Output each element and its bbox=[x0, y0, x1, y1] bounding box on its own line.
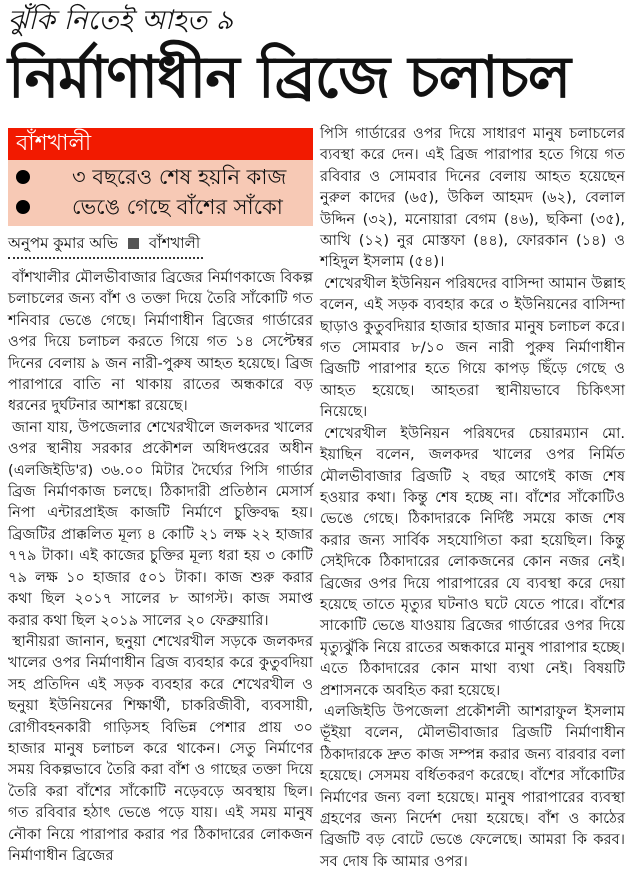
paragraph: জানা যায়, উপজেলার শেখেরখীলে জলকদর খালের ওপর স্থানীয় সরকার প্রকৌশল অধিদপ্তরের অধীন (এলজিইডি'র) ৩৬.০০ মিটার দৈর্ঘ্যের পিসি গার্ডার ব্রিজ নির্মাণকাজ চলছে। ঠিকাদারী প্রতিষ্ঠান মেসার্স নিপা এন্টারপ্রাইজ কাজটি নির্মাণে চুক্তিবদ্ধ হয়। ব্রিজটির প্রাক্কলিত মূল্য ৪ কোটি ২১ লক্ষ ২২ হাজার ৭৭৯ টাকা। এই কাজের চুক্তির মূল্য ধরা হয় ৩ কোটি ৭৯ লক্ষ ১০ হাজার ৫০১ টাকা। কাজ শুরু করার কথা ছিল ২০১৭ সালের ৮ আগস্ট। কাজ সমাপ্ত করার কথা ছিল ২০১৯ সালের ২০ ফেব্রুয়ারি। bbox=[8, 418, 313, 629]
kicker: ঝুঁকি নিতেই আহত ৯ bbox=[8, 5, 234, 36]
paragraph: শেখেরখীল ইউনিয়ন পরিষদের বাসিন্দা আমান উল্লাহ বলেন, এই সড়ক ব্যবহার করে ৩ ইউনিয়নের বাসিন্দা ছাড়াও কুতুবদিয়ার হাজার হাজার মানুষ চলাচল করে। গত সোমবার ৮/১০ জন নারী পুরুষ নির্মাণাধীন ব্রিজটি পারাপার হতে গিয়ে কাপড় ছিঁড়ে গেছে ও আহত হয়েছে। আহতরা স্থানীয়ভাবে চিকিৎসা নিয়েছে। bbox=[320, 274, 625, 421]
paragraph: বাঁশখালীর মৌলভীবাজার ব্রিজের নির্মাণকাজে বিকল্প চলাচলের জন্য বাঁশ ও তক্তা দিয়ে তৈরি সাঁকোটি গত শনিবার ভেঙে গেছে। নির্মাণাধীন ব্রিজের গার্ডারের ওপর দিয়ে চলাচল করতে গিয়ে গত ১৪ সেপ্টেম্বর দিনের বেলায় ৯ জন নারী-পুরুষ আহত হয়েছে। ব্রিজ পারাপারে বাতি না থাকায় রাতের অন্ধকারে বড় ধরনের দুর্ঘটনার আশঙ্কা রয়েছে। bbox=[8, 269, 314, 415]
square-separator-icon bbox=[128, 238, 139, 249]
subhead-text: ভেঙে গেছে বাঁশের সাঁকো bbox=[72, 195, 283, 219]
subheads bbox=[8, 160, 313, 226]
paragraph: স্থানীয়রা জানান, ছনুয়া শেখেরখীল সড়কে জলকদর খালের ওপর নির্মাণাধীন ব্রিজ ব্যবহার করে কুতুবদিয়া সহ প্রতিদিন এই সড়ক ব্যবহার করে শেখেরখীল ও ছনুয়া ইউনিয়নের শিক্ষার্থী, চাকরিজীবী, ব্যবসায়ী, রোগীবহনকারী গাড়িসহ বিভিন্ন পেশার প্রায় ৩০ হাজার মানুষ চলাচল করে থাকেন। সেতু নির্মাণের সময় বিকল্পভাবে তৈরি করা বাঁশ ও গাছের তক্তা দিয়ে তৈরি করা বাঁশের সাঁকোটি নড়েবড়ে অবস্থায় ছিল। গত রবিবার হঠাৎ ভেঙে পড়ে যায়। এই সময় মানুষ নৌকা নিয়ে পারাপার করার পর ঠিকাদারের লোকজন নির্মাণাধীন ব্রিজের bbox=[8, 632, 313, 864]
paragraph: শেখেরখীল ইউনিয়ন পরিষদের চেয়ারম্যান মো. ইয়াছিন বলেন, জলকদর খালের ওপর নির্মিত মৌলভীবাজার ব্রিজটি ২ বছর আগেই কাজ শেষ হওয়ার কথা। কিন্তু শেষ হচ্ছে না। বাঁশের সাঁকোটিও ভেঙে গেছে। ঠিকাদারকে নির্দিষ্ট সময়ে কাজ শেষ করার জন্য সার্বিক সহযোগিতা করা হয়েছিল। কিন্তু সেইদিকে ঠিকাদারের লোকজনের কোন নজর নেই। ব্রিজের ওপর দিয়ে পারাপারের যে ব্যবস্থা করে দেয়া হয়েছে তাতে মৃত্যুর ঘটনাও ঘটে যেতে পারে। বাঁশের সাকোটি ভেঙে যাওয়ায় ব্রিজের গার্ডারের ওপর দিয়ে মৃত্যুঝুঁকি নিয়ে রাতের অন্ধকারে মানুষ পারাপার হচ্ছে। এতে ঠিকাদারের কোন মাথা ব্যথা নেই। বিষয়টি প্রশাসনকে অবহিত করা হয়েছে। bbox=[320, 424, 625, 699]
left-column bbox=[8, 124, 313, 866]
right-column bbox=[320, 123, 625, 872]
headline: নির্মাণাধীন ব্রিজে চলাচল bbox=[8, 43, 571, 111]
paragraph: এলজিইডি উপজেলা প্রকৌশলী আশরাফুল ইসলাম ভূঁইয়া বলেন, মৌলভীবাজার ব্রিজটি নির্মাণাধীন ঠিকাদারকে দ্রুত কাজ সম্পন্ন করার জন্য বারবার বলা হয়েছে। সেসময় বর্ধিতকরণ করেছে। বাঁশের সাঁকোটির নির্মাণের জন্য বলা হয়েছে। মানুষ পারাপারের ব্যবস্থা গ্রহণের জন্য নির্দেশ দেয়া হয়েছে। বাঁশ ও কাঠের ব্রিজটি বড় বোটে ভেঙে ফেলেছে। আমরা কি করব। সব দোষ কি আমার ওপর। bbox=[320, 702, 625, 870]
byline-location: বাঁশখালী bbox=[148, 234, 201, 252]
bullet-icon bbox=[16, 200, 30, 214]
byline bbox=[8, 232, 313, 254]
location-tag: বাঁশখালী bbox=[8, 128, 313, 160]
dotted-divider bbox=[8, 257, 203, 259]
subhead bbox=[16, 192, 313, 222]
paragraph: পিসি গার্ডারের ওপর দিয়ে সাধারণ মানুষ চলাচলের ব্যবস্থা করে দেন। এই ব্রিজ পারাপার হতে গিয়ে গত রবিবার ও সোমবার দিনের বেলায় আহত হয়েছেন নুরুল কাদের (৬৫), উকিল আহমদ (৬২), বেলাল উদ্দিন (৩২), মনোয়ারা বেগম (৪৬), ছকিনা (৩৫), আখি (১২) নুর মোস্তফা (৪৪), ফোরকান (১৪) ও শহিদুল ইসলাম (৫৪)। bbox=[320, 125, 625, 271]
bullet-icon bbox=[16, 170, 30, 184]
subhead-text: ৩ বছরেও শেষ হয়নি কাজ bbox=[72, 165, 287, 189]
byline-author: অনুপম কুমার অভি bbox=[8, 234, 118, 252]
subhead bbox=[16, 162, 313, 192]
